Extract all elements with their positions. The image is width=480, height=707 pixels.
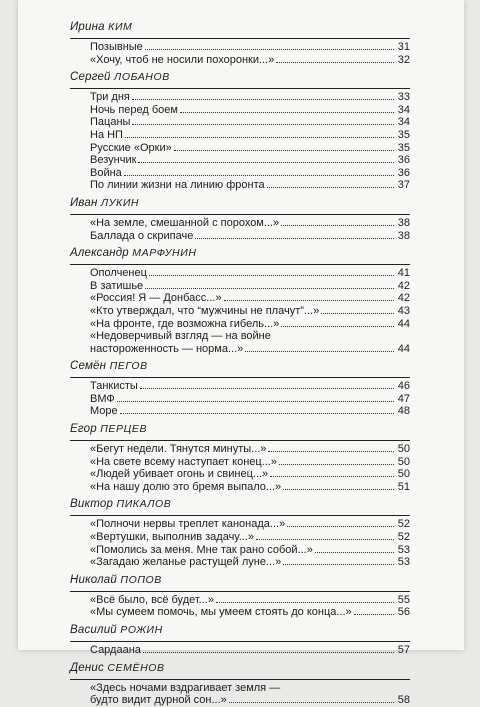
entry-title: Танкисты: [90, 380, 138, 393]
author-heading: [70, 359, 410, 378]
toc-entry[interactable]: [90, 154, 410, 167]
entry-title: «Бегут недели. Тянутся минуты...»: [90, 443, 267, 456]
author-surname: ПЕРЦЕВ: [100, 423, 148, 436]
entry-title: «На свете всему наступает конец...»: [90, 455, 277, 468]
entry-title: «Вертушки, выполнив задачу...»: [90, 531, 254, 544]
author-first-name: Егор: [70, 423, 97, 436]
author-heading: [70, 497, 410, 516]
entry-title: Ночь перед боем: [90, 103, 178, 116]
toc-entry[interactable]: [90, 267, 410, 280]
entry-title-line: «Здесь ночами вздрагивает земля —: [90, 681, 281, 694]
book-page: [18, 0, 464, 707]
author-section: [70, 20, 410, 66]
toc-entry[interactable]: [90, 594, 410, 607]
table-of-contents: [70, 20, 410, 707]
dot-leader: [140, 380, 394, 389]
toc-entry[interactable]: [90, 606, 410, 619]
author-first-name: Александр: [70, 247, 129, 260]
page-number: 52: [397, 531, 410, 544]
page-number: 51: [397, 480, 410, 493]
toc-entry[interactable]: [90, 91, 410, 104]
toc-entry[interactable]: [90, 104, 410, 117]
author-surname: ПИКАЛОВ: [116, 498, 172, 511]
author-first-name: Николай: [70, 573, 117, 586]
page-number: 50: [397, 468, 410, 481]
toc-entry[interactable]: [90, 443, 410, 456]
page-number: 53: [397, 543, 410, 556]
entry-title: Море: [90, 405, 118, 418]
author-section: [70, 196, 410, 242]
entry-title: Война: [90, 166, 122, 179]
author-first-name: Ирина: [70, 21, 105, 33]
entry-title: «Полночи нервы треплет канонада...»: [90, 518, 286, 531]
dot-leader: [315, 544, 394, 553]
entry-title: «Хочу, чтоб не носили похоронки...»: [90, 53, 275, 66]
page-number: 44: [397, 317, 410, 330]
dot-leader: [283, 556, 394, 565]
entry-title: На НП: [90, 128, 123, 141]
dot-leader: [138, 154, 394, 163]
dot-leader: [132, 116, 394, 125]
toc-entry[interactable]: [90, 531, 410, 544]
toc-entry[interactable]: [90, 481, 410, 494]
author-surname: ЛУКИН: [100, 196, 140, 209]
dot-leader: [117, 393, 394, 402]
dot-leader: [287, 518, 394, 527]
dot-leader: [267, 179, 394, 188]
entry-title: Ополченец: [90, 267, 147, 280]
toc-entry[interactable]: [90, 41, 410, 54]
dot-leader: [195, 230, 394, 239]
dot-leader: [125, 129, 394, 138]
page-number: 35: [397, 141, 410, 154]
dot-leader: [224, 292, 394, 301]
author-heading: [70, 246, 410, 265]
author-first-name: Денис: [70, 661, 104, 674]
author-surname: ПЕГОВ: [109, 360, 148, 373]
author-first-name: Виктор: [70, 498, 114, 511]
dot-leader: [283, 481, 394, 490]
toc-entry[interactable]: [90, 405, 410, 418]
page-number: 32: [397, 53, 410, 66]
page-number: 34: [397, 116, 410, 129]
page-number: 50: [397, 443, 410, 456]
entry-title-line: «Недоверчивый взгляд — на войне: [90, 330, 271, 343]
entry-title: Баллада о скрипаче: [90, 229, 194, 242]
dot-leader: [229, 694, 394, 703]
toc-entry[interactable]: [90, 380, 410, 393]
author-section: [70, 246, 410, 355]
entry-title: «Мы сумеем помочь, мы умеем стоять до конца...»: [90, 606, 352, 619]
dot-leader: [132, 91, 394, 100]
author-section: [70, 70, 410, 192]
author-section: [70, 497, 410, 568]
entry-title: «На земле, смешанной с порохом...»: [90, 216, 280, 229]
page-number: 36: [397, 154, 410, 167]
author-heading: [70, 422, 410, 441]
dot-leader: [216, 594, 394, 603]
toc-entry[interactable]: [90, 116, 410, 129]
page-number: 53: [397, 556, 410, 569]
toc-entry[interactable]: [90, 305, 410, 318]
page-number: 37: [397, 179, 410, 192]
author-first-name: Иван: [70, 196, 98, 209]
page-number: 42: [397, 292, 410, 305]
author-first-name: Семён: [70, 360, 107, 373]
author-surname: ПОПОВ: [120, 573, 162, 586]
author-heading: [70, 623, 410, 642]
page-number: 35: [397, 128, 410, 141]
entry-title: Русские «Орки»: [90, 141, 172, 154]
entry-title: Пацаны: [90, 116, 131, 129]
dot-leader: [124, 167, 394, 176]
entry-title: Три дня: [90, 91, 130, 104]
toc-entry[interactable]: [90, 167, 410, 180]
dot-leader: [245, 343, 394, 352]
toc-entry[interactable]: [90, 217, 410, 230]
author-first-name: Василий: [70, 624, 117, 636]
author-heading: [70, 196, 410, 215]
toc-entry[interactable]: [90, 129, 410, 142]
entry-title-line: настороженность — норма...»: [90, 342, 244, 355]
page-number: 48: [397, 405, 410, 418]
toc-entry[interactable]: [90, 682, 410, 707]
dot-leader: [279, 456, 394, 465]
dot-leader: [281, 217, 394, 226]
page-number: 56: [397, 606, 410, 619]
dot-leader: [120, 405, 394, 414]
toc-entry[interactable]: [90, 544, 410, 557]
page-number: 41: [397, 267, 410, 280]
page-number: 34: [397, 103, 410, 116]
page-number: 52: [397, 518, 410, 531]
author-surname: КИМ: [108, 21, 133, 33]
entry-title: «На нашу долю это бремя выпало...»: [90, 480, 282, 493]
dot-leader: [145, 280, 394, 289]
entry-title: Позывные: [90, 41, 143, 53]
page-number: 38: [397, 216, 410, 229]
toc-entry[interactable]: [90, 142, 410, 155]
dot-leader: [149, 267, 394, 276]
author-heading: [70, 573, 410, 592]
author-first-name: Сергей: [70, 71, 111, 84]
author-section: [70, 661, 410, 707]
page-number: 58: [397, 694, 410, 707]
entry-title: Везунчик: [90, 154, 137, 167]
toc-entry[interactable]: [90, 556, 410, 569]
entry-title-line: будто видит дурной сон...»: [90, 694, 227, 707]
dot-leader: [276, 54, 394, 63]
author-heading: [70, 70, 410, 89]
page-number: 46: [397, 380, 410, 393]
page-number: 55: [397, 593, 410, 606]
author-surname: ЛОБАНОВ: [114, 71, 170, 84]
author-section: [70, 422, 410, 493]
author-section: [70, 359, 410, 418]
toc-entry[interactable]: [90, 292, 410, 305]
toc-entry[interactable]: [90, 468, 410, 481]
author-heading: [70, 661, 410, 680]
author-surname: МАРФУНИН: [132, 247, 197, 260]
page-number: 42: [397, 279, 410, 292]
toc-entry[interactable]: [90, 456, 410, 469]
dot-leader: [354, 606, 394, 615]
dot-leader: [321, 305, 394, 314]
author-section: [70, 623, 410, 657]
dot-leader: [270, 468, 394, 477]
toc-entry[interactable]: [90, 54, 410, 67]
entry-title: «Кто утверждал, что “мужчины не плачут”...»: [90, 304, 320, 317]
toc-entry[interactable]: [90, 330, 410, 355]
dot-leader: [268, 443, 394, 452]
entry-title: «Россия! Я — Донбасс...»: [90, 292, 222, 305]
author-surname: РОЖИН: [120, 624, 163, 636]
entry-title: «На фронте, где возможна гибель...»: [90, 317, 280, 330]
page-number: 44: [397, 342, 410, 355]
page-number: 43: [397, 304, 410, 317]
entry-title: «Помолись за меня. Мне так рано собой...»: [90, 543, 313, 556]
page-number: 50: [397, 455, 410, 468]
author-section: [70, 573, 410, 619]
page-number: 57: [397, 644, 410, 656]
entry-title: «Всё было, всё будет...»: [90, 593, 214, 606]
entry-title: Сардаана: [90, 644, 141, 656]
entry-title: По линии жизни на линию фронта: [90, 179, 265, 192]
dot-leader: [174, 142, 394, 151]
toc-entry[interactable]: [90, 393, 410, 406]
dot-leader: [281, 318, 394, 327]
author-surname: СЕМЁНОВ: [107, 661, 165, 674]
dot-leader: [143, 644, 394, 653]
entry-title: «Загадаю желанье растущей луне...»: [90, 556, 282, 569]
entry-title: В затишье: [90, 279, 144, 292]
toc-entry[interactable]: [90, 644, 410, 657]
toc-entry[interactable]: [90, 518, 410, 531]
page-number: 36: [397, 166, 410, 179]
author-heading: [70, 20, 410, 39]
toc-entry[interactable]: [90, 280, 410, 293]
page-number: 31: [397, 41, 410, 53]
entry-title: ВМФ: [90, 392, 115, 405]
dot-leader: [180, 104, 394, 113]
page-number: 38: [397, 229, 410, 242]
dot-leader: [256, 531, 394, 540]
toc-entry[interactable]: [90, 179, 410, 192]
toc-entry[interactable]: [90, 230, 410, 243]
page-number: 47: [397, 392, 410, 405]
toc-entry[interactable]: [90, 318, 410, 331]
page-number: 33: [397, 91, 410, 104]
entry-title: «Людей убивает огонь и свинец...»: [90, 468, 269, 481]
dot-leader: [145, 41, 394, 50]
